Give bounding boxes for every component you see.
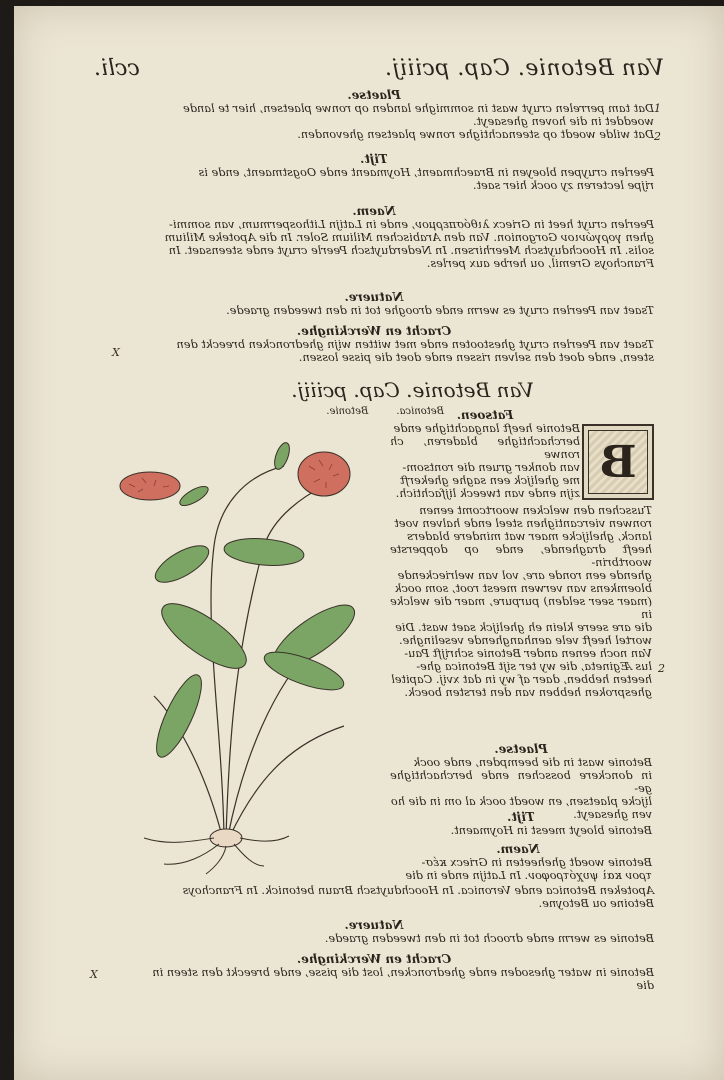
- section-line: Betonie es werm ende drooch tot in den tweeden graede.: [324, 932, 654, 945]
- section-line: zijn ende van tweeck lijfachtich.: [395, 487, 580, 500]
- section-line: Tsaet van Peerlen cruyt es werm ende drooghe tot in den tweeden graede.: [226, 304, 654, 317]
- section-heading: Cracht en Werckinghe.: [296, 324, 452, 338]
- section-line: Betoine ou Betoyne.: [538, 897, 654, 910]
- section-line: in donckere bosschen ende berchachtighe ge-: [390, 769, 652, 795]
- initial-letter: B: [588, 430, 648, 494]
- section-heading: Tijt.: [360, 152, 388, 166]
- section-line: τρον καὶ ψυχότροφον. In Latijn ende in die: [405, 869, 652, 882]
- flower-heads: [120, 452, 350, 500]
- section-line: ronwen viercantighen steel ende halven voet: [394, 517, 652, 530]
- section-line: Peerlen cruyt heet in Griecx λιθόσπερμον, ende in Latijn Lithospermum, van sommi-: [169, 218, 654, 231]
- book-page: [14, 6, 724, 1080]
- section-line: rijpe lecteren zy oock hier saet.: [472, 179, 654, 192]
- caption-latin: Betonica.: [396, 406, 444, 417]
- section-line: Betonie wast in die beempden, ende oock: [413, 756, 652, 769]
- section-line: (maer seer selden) purpure, maer die welcke in: [390, 595, 652, 621]
- section-line: Betonie in water ghesoden ende ghedroncken, lost die pisse, ende breeckt den steen in: [152, 966, 654, 979]
- section-line: van donker gruen die rontsom-: [402, 461, 580, 474]
- section-line: Van noch eenen ander Betonie schrijft Pau-: [404, 647, 652, 660]
- section-fatsoen-body: [390, 504, 652, 699]
- decorative-initial: [582, 424, 654, 500]
- section-line: lanck, ghelijcke maer wat mindere bladers: [407, 530, 652, 543]
- section-cracht-2: [94, 952, 654, 992]
- section-line: Dat tam perrelen cruyt wast in sommighe landen op ronwe plaetsen, hier te lande: [183, 102, 654, 115]
- section-line: lijcke plaetsen, en woedt oock al om in die ho: [390, 795, 652, 808]
- section-line: ghesproken hebben van den tersten boeck.: [404, 686, 652, 699]
- section-tijt-1: [94, 152, 654, 192]
- section-line: steen, ende doet den selven rissen ende doet die pisse lossen.: [298, 351, 654, 364]
- section-cracht-1: [94, 324, 654, 364]
- section-line: Franchoys Gremil, ou herbe aux perles.: [426, 257, 654, 270]
- section-line: die: [636, 979, 654, 992]
- section-line: die are seere klein eh ghelijck saet wast. Die: [395, 621, 652, 634]
- running-head: Van Betonie. Cap. pciiij.: [384, 56, 664, 81]
- section-line: me ghelijck een saghe ghekerft: [399, 474, 580, 487]
- section-line: lus Ægineta, die wy ter sijt Betonica ghe-: [416, 660, 652, 673]
- section-line: ven ghesaeyt.: [573, 808, 652, 821]
- margin-annotation: X: [112, 346, 120, 359]
- section-line: bloemkens van verwen meest root, som oock: [394, 582, 652, 595]
- margin-number: 2: [658, 662, 665, 675]
- section-natuere-2: [94, 918, 654, 945]
- section-naem-1: [94, 204, 654, 270]
- section-heading: Natuere.: [344, 290, 404, 304]
- section-line: Betonie heeft langachtighe ende: [393, 422, 580, 435]
- margin-number: 2: [654, 130, 661, 143]
- section-line: heeten hebben, daer af wy in dat xvij. Capitel: [391, 673, 652, 686]
- folio-number: ccli.: [94, 56, 140, 81]
- section-heading: Cracht en Werckinghe.: [296, 952, 452, 966]
- section-line: berchachtighe bladeren, ch ronwe: [390, 435, 580, 461]
- section-heading: Natuere.: [344, 918, 404, 932]
- section-line: Tusschen den welcken woortcomt eenen: [419, 504, 652, 517]
- section-line: Dat wilde woedt op steenachtighe ronwe plaetsen ghevonden.: [297, 128, 654, 141]
- section-line: ghen γοργώνιον Gorgonion. Van den Arabischen Milium Soler. In die Apoteke Milium: [164, 231, 654, 244]
- section-line: Peerlen cruypen bloeyen in Braechmaent, Hoymaent ende Oogstmaent, ende is: [198, 166, 654, 179]
- section-heading: Plaetse.: [494, 742, 548, 756]
- section-line: heeft draghende, ende op dopperste woortbrin-: [390, 543, 652, 569]
- section-line: wortel heeft vele aenhanghende veselinghe.: [398, 634, 652, 647]
- section-heading: Naem.: [352, 204, 396, 218]
- section-line: Tsaet van Peerlen cruyt ghestooten ende met witten wijn ghedroncken breeckt den: [176, 338, 654, 351]
- section-heading: Tijt.: [507, 810, 535, 824]
- section-heading: Naem.: [496, 842, 540, 856]
- section-natuere-1: [94, 290, 654, 317]
- section-line: Apoteken Betonica ende Veronica. In Hoochduytsch Braun betonick. In Franchoys: [182, 884, 654, 897]
- section-line: ghende een ronde are, vol van welrieckende: [397, 569, 652, 582]
- chapter-title: [224, 378, 534, 408]
- margin-number: 1: [654, 102, 661, 115]
- section-heading: Plaetse.: [347, 88, 401, 102]
- section-line: solis. In Hoochduytsch Meerhirsen. In Nederduytsch Peerle cruyt ende steensaet. In: [168, 244, 654, 257]
- betony-woodcut-illustration: [114, 426, 379, 876]
- section-heading: Fatsoen.: [456, 408, 514, 422]
- section-naem-2-bottom: [94, 884, 654, 910]
- section-line: Betonie bloeyt meest in Hoymaent.: [450, 824, 652, 837]
- caption-dutch: Betonie.: [326, 406, 369, 417]
- margin-annotation: X: [90, 968, 98, 981]
- section-line: Betonie woedt gheheeten in Griecx κέσ-: [421, 856, 652, 869]
- chapter-title-text: Van Betonie. Cap. pciiij.: [291, 378, 534, 402]
- section-line: woeddet in die hoven ghesaeyt.: [473, 115, 654, 128]
- page-header: [94, 56, 664, 86]
- section-tijt-2: [390, 810, 652, 837]
- section-fatsoen-heading-block: [390, 408, 580, 500]
- section-naem-2-top: [384, 842, 652, 882]
- section-plaetse-1: [94, 88, 654, 141]
